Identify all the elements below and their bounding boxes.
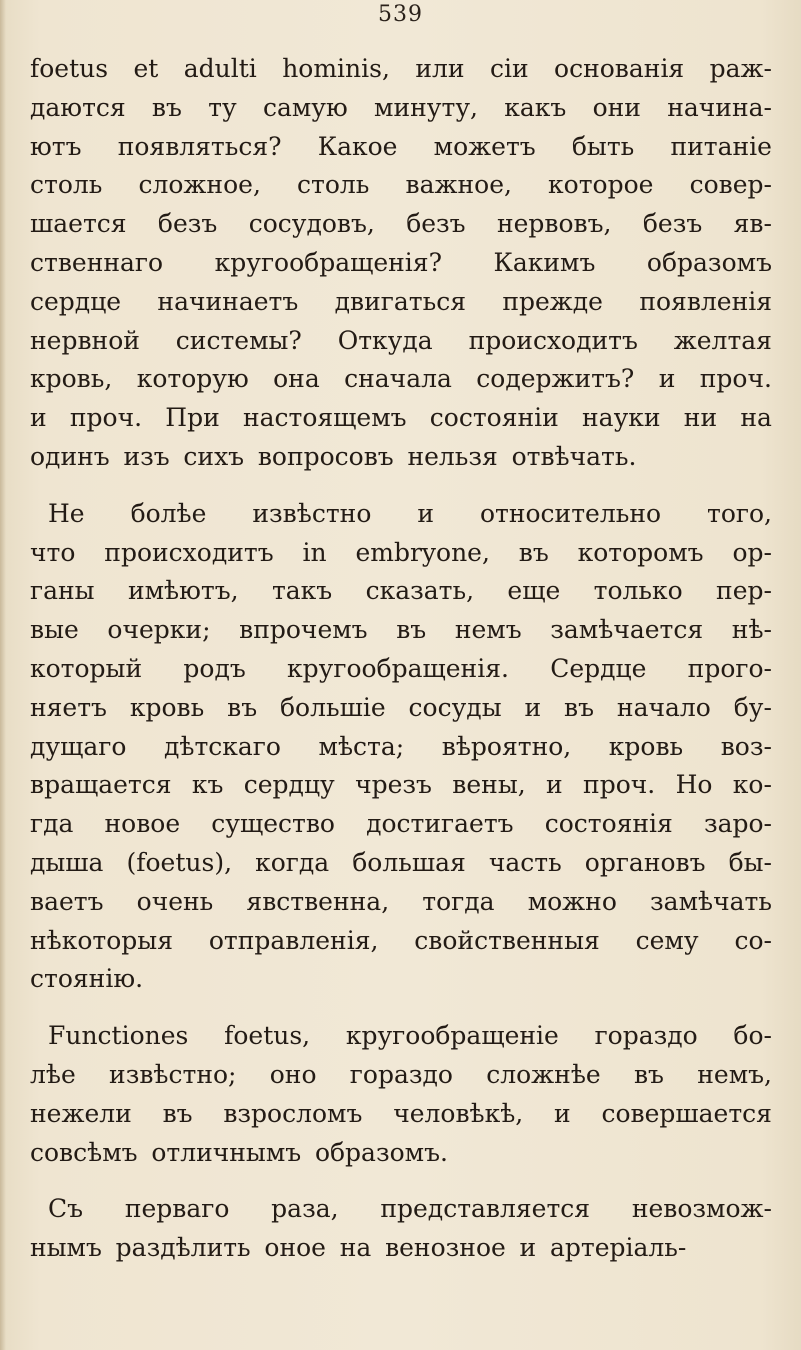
word: которое (548, 170, 654, 200)
word: гораздо (349, 1059, 453, 1089)
word: такъ (271, 576, 333, 606)
word: Но (675, 770, 713, 800)
word: часть (488, 847, 562, 877)
page-number: 539 (378, 2, 423, 27)
word: минуту, (374, 92, 478, 122)
word: ваетъ (30, 886, 104, 916)
text-line (30, 166, 772, 205)
word: который (30, 653, 143, 683)
word: сосуды (408, 692, 502, 722)
word: которую (136, 364, 249, 394)
word: Какимъ (493, 247, 596, 277)
word: замѣчается (550, 615, 704, 645)
word: hominis, (282, 54, 390, 83)
word: представляется (380, 1194, 591, 1224)
word: кругообращенія. (287, 653, 509, 683)
word: вые (30, 615, 79, 645)
word: совсѣмъ (30, 1137, 138, 1167)
text-line (30, 283, 772, 322)
word: можно (527, 886, 617, 916)
word: артеріаль- (549, 1233, 687, 1263)
word: нежели (30, 1098, 132, 1128)
text-line (30, 689, 772, 728)
word: сказать, (365, 576, 475, 606)
word: питаніе (670, 131, 772, 161)
word: со- (734, 925, 772, 955)
text-line (30, 534, 772, 573)
word: няетъ (30, 692, 107, 722)
word: Functiones (48, 1021, 189, 1051)
word: и (658, 364, 676, 394)
word: чрезъ (355, 770, 432, 800)
word: раж- (709, 54, 772, 83)
word: оно (269, 1059, 317, 1089)
word: Сердце (550, 653, 647, 683)
paragraph (30, 50, 772, 477)
word: проч. (69, 403, 143, 433)
word: достигаетъ (366, 809, 514, 839)
word: венозное (385, 1233, 506, 1263)
word: ганы (30, 576, 95, 606)
word: сложное, (138, 170, 261, 200)
word: содержитъ? (476, 364, 635, 394)
word: родъ (183, 653, 246, 683)
word: существо (211, 809, 335, 839)
word: сихъ (183, 441, 245, 471)
word: свойственныя (414, 925, 600, 955)
text-line (30, 844, 772, 883)
word: двигаться (334, 286, 466, 316)
word: заро- (703, 809, 772, 839)
word: новое (104, 809, 181, 839)
word: пер- (716, 576, 772, 606)
word: кровь (129, 692, 205, 722)
word: и (546, 770, 563, 800)
word: вены, (452, 770, 526, 800)
word: вращается (30, 770, 172, 800)
text-line (30, 128, 772, 167)
word: раздѣлить (115, 1233, 251, 1263)
word: (foetus), (126, 847, 233, 877)
word: изъ (123, 441, 170, 471)
word: впрочемъ (239, 615, 368, 645)
text-line (30, 438, 772, 477)
word: кровь (608, 731, 684, 761)
word: желтая (673, 325, 772, 355)
word: бу- (733, 692, 772, 722)
word: которомъ (577, 537, 704, 567)
word: Какое (317, 131, 398, 161)
word: къ (191, 770, 224, 800)
text-line (30, 360, 772, 399)
word: бы- (728, 847, 772, 877)
word: только (593, 576, 683, 606)
word: немъ (454, 615, 522, 645)
text-line (30, 495, 772, 534)
word: дущаго (30, 731, 127, 761)
text-line (30, 50, 772, 89)
text-line (30, 1190, 772, 1229)
text-line (30, 805, 772, 844)
word: проч. (699, 364, 772, 394)
word: того, (707, 498, 772, 528)
word: настоящемъ (242, 403, 407, 433)
word: вѣроятно, (441, 731, 572, 761)
word: даются (30, 92, 126, 122)
word: имѣютъ, (127, 576, 239, 606)
word: очень (136, 886, 214, 916)
word: нѣкоторыя (30, 925, 173, 955)
word: перваго (124, 1194, 230, 1224)
word: сосудовъ, (248, 209, 375, 239)
word: гораздо (594, 1021, 698, 1051)
word: кругообращенія? (214, 247, 442, 277)
text-line (30, 1056, 772, 1095)
word: сему (635, 925, 699, 955)
word: При (165, 403, 220, 433)
word: совершается (601, 1098, 772, 1128)
word: въ (518, 537, 549, 567)
text-line (30, 1229, 772, 1268)
word: въ (227, 692, 258, 722)
word: состояніи (429, 403, 559, 433)
word: дыша (30, 847, 104, 877)
word: безъ (157, 209, 218, 239)
word: на (740, 403, 772, 433)
word: начало (616, 692, 711, 722)
word: безъ (642, 209, 703, 239)
text-line (30, 766, 772, 805)
word: шается (30, 209, 127, 239)
word: замѣчать (650, 886, 772, 916)
word: органовъ (584, 847, 706, 877)
word: когда (255, 847, 330, 877)
word: нервной (30, 325, 140, 355)
text-line (30, 399, 772, 438)
word: кругообращеніе (345, 1021, 559, 1051)
word: и (417, 498, 434, 528)
word: Не (48, 498, 85, 528)
text-line (30, 1095, 772, 1134)
word: появляться? (117, 131, 282, 161)
word: гда (30, 809, 74, 839)
word: самую (262, 92, 348, 122)
word: сердцу (243, 770, 335, 800)
word: большіе (280, 692, 386, 722)
text-line (30, 611, 772, 650)
word: болѣе (130, 498, 207, 528)
word: in (302, 537, 327, 567)
word: какъ (504, 92, 567, 122)
word: науки (582, 403, 661, 433)
word: они (592, 92, 641, 122)
text-line (30, 960, 772, 999)
word: foetus (30, 54, 109, 83)
paragraph (30, 495, 772, 999)
word: и (30, 403, 47, 433)
word: сначала (344, 364, 452, 394)
word: человѣкѣ, (393, 1098, 524, 1128)
text-line (30, 322, 772, 361)
word: ни (683, 403, 718, 433)
word: оное (264, 1233, 326, 1263)
word: большая (352, 847, 466, 877)
word: быть (571, 131, 635, 161)
word: столь (297, 170, 370, 200)
text-line (30, 650, 772, 689)
word: въ (564, 692, 595, 722)
word: относительно (479, 498, 662, 528)
word: тогда (422, 886, 495, 916)
word: et (133, 54, 159, 83)
word: лѣе (30, 1059, 76, 1089)
word: состоянія (544, 809, 673, 839)
word: мѣста; (318, 731, 405, 761)
word: нервовъ, (496, 209, 612, 239)
word: сложнѣе (486, 1059, 601, 1089)
word: образомъ (646, 247, 772, 277)
text-line (30, 572, 772, 611)
word: ко- (732, 770, 772, 800)
word: воз- (720, 731, 772, 761)
word: или (415, 54, 465, 83)
paragraph (30, 1190, 772, 1268)
word: foetus, (224, 1021, 311, 1051)
word: взросломъ (223, 1098, 363, 1128)
word: важное, (405, 170, 512, 200)
word: невозмож- (631, 1194, 772, 1224)
word: яв- (733, 209, 772, 239)
word: одинъ (30, 441, 110, 471)
word: дѣтскаго (163, 731, 281, 761)
text-line (30, 922, 772, 961)
paragraph (30, 1017, 772, 1172)
word: немъ, (697, 1059, 772, 1089)
word: безъ (406, 209, 466, 239)
word: нельзя (407, 441, 498, 471)
word: и (554, 1098, 571, 1128)
word: въ (633, 1059, 664, 1089)
word: извѣстно (252, 498, 372, 528)
word: явственна, (246, 886, 390, 916)
word: начинаетъ (157, 286, 299, 316)
word: на (339, 1233, 372, 1263)
word: еще (507, 576, 561, 606)
word: adulti (183, 54, 257, 83)
word: и (524, 692, 542, 722)
text-line (30, 89, 772, 128)
word: извѣстно; (109, 1059, 237, 1089)
text-line (30, 205, 772, 244)
word: образомъ. (314, 1137, 448, 1167)
word: столь (30, 170, 103, 200)
page-gutter-edge (0, 0, 6, 1350)
word: проч. (583, 770, 656, 800)
word: сердце (30, 286, 122, 316)
text-line (30, 244, 772, 283)
word: происходитъ (468, 325, 638, 355)
word: начина- (667, 92, 772, 122)
word: ор- (732, 537, 772, 567)
word: отличнымъ (151, 1137, 302, 1167)
word: раза, (271, 1194, 339, 1224)
word: кровь, (30, 364, 113, 394)
word: очерки; (107, 615, 211, 645)
word: Съ (48, 1194, 84, 1224)
word: нѣ- (731, 615, 772, 645)
text-line (30, 883, 772, 922)
word: сіи (489, 54, 529, 83)
word: бо- (733, 1021, 772, 1051)
word: и (519, 1233, 537, 1263)
word: вопросовъ (257, 441, 394, 471)
word: что (30, 537, 76, 567)
word: появленія (639, 286, 772, 316)
word: въ (151, 92, 182, 122)
text-line (30, 1017, 772, 1056)
word: она (273, 364, 320, 394)
word: въ (162, 1098, 193, 1128)
word: Откуда (337, 325, 433, 355)
word: стоянію. (30, 964, 144, 994)
word: отправленія, (208, 925, 379, 955)
word: прого- (687, 653, 772, 683)
text-line (30, 728, 772, 767)
word: отвѣчать. (511, 441, 637, 471)
word: можетъ (433, 131, 536, 161)
word: ютъ (30, 131, 82, 161)
word: прежде (502, 286, 603, 316)
word: ственнаго (30, 247, 164, 277)
page-body-text (30, 50, 772, 1268)
word: основанія (554, 54, 685, 83)
word: системы? (175, 325, 302, 355)
text-line (30, 1134, 772, 1173)
word: ту (208, 92, 237, 122)
word: нымъ (30, 1233, 102, 1263)
word: происходитъ (104, 537, 274, 567)
word: въ (396, 615, 427, 645)
word: совер- (689, 170, 772, 200)
word: embryone, (355, 537, 490, 567)
